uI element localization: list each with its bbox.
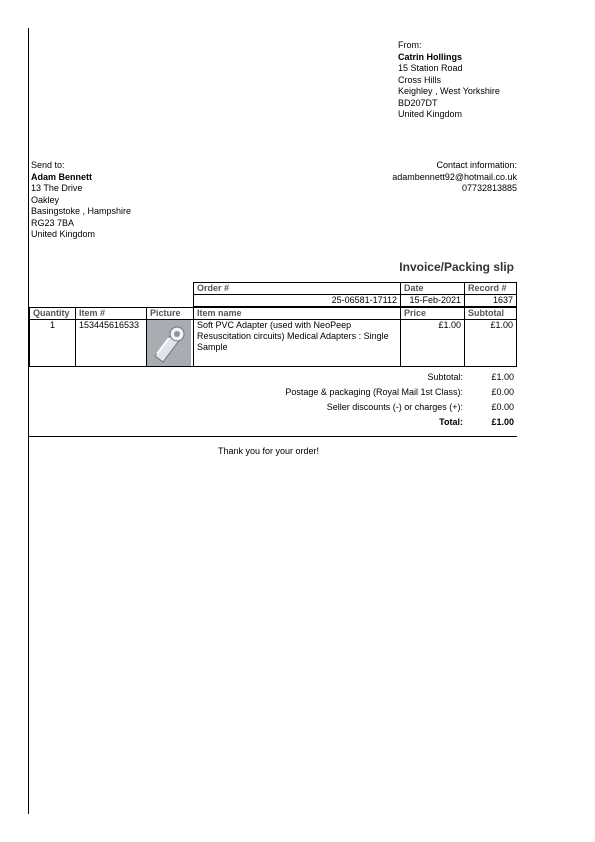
total-value: £1.00	[491, 417, 514, 427]
contact-phone: 07732813885	[461, 183, 517, 193]
discounts-row	[29, 400, 517, 415]
from-line: 15 Station Road	[398, 63, 463, 73]
send-to-label: Send to:	[31, 160, 65, 170]
thank-you-message: Thank you for your order!	[218, 446, 320, 456]
price-header: Price	[401, 308, 465, 320]
total-label: Total:	[439, 417, 463, 427]
item-name-cell: Soft PVC Adapter (used with NeoPeep Resuscitation circuits) Medical Adapters : Single Sample	[194, 320, 401, 367]
order-number-value: 25-06581-17112	[194, 295, 401, 307]
item-number-cell: 153445616533	[76, 320, 147, 367]
send-to-line: 13 The Drive	[31, 183, 83, 193]
subtotal-cell: £1.00	[465, 320, 517, 367]
order-info-table	[193, 282, 517, 307]
discounts-label: Seller discounts (-) or charges (+):	[326, 402, 463, 412]
discounts-value: £0.00	[491, 402, 514, 412]
subtotal-header: Subtotal	[465, 308, 517, 320]
date-header: Date	[401, 283, 465, 295]
send-to-name: Adam Bennett	[31, 171, 93, 182]
from-line: BD207DT	[398, 97, 438, 108]
items-table	[29, 307, 517, 367]
send-to-line: Oakley	[31, 194, 60, 205]
postage-value: £0.00	[491, 387, 514, 397]
send-to-line: United Kingdom	[31, 229, 96, 239]
quantity-header: Quantity	[30, 308, 76, 320]
postage-label: Postage & packaging (Royal Mail 1st Class):	[285, 387, 463, 397]
table-row	[30, 320, 517, 367]
record-number-header: Record #	[465, 283, 517, 295]
contact-information	[392, 160, 517, 195]
from-line: Cross Hills	[398, 74, 442, 85]
picture-cell	[147, 320, 194, 367]
send-to-address	[31, 160, 131, 241]
picture-header: Picture	[147, 308, 194, 320]
subtotal-value: £1.00	[491, 372, 514, 382]
postage-row	[29, 385, 517, 400]
document-title: Invoice/Packing slip	[399, 260, 514, 274]
totals-divider	[29, 436, 517, 437]
send-to-line: Basingstoke , Hampshire	[31, 206, 132, 216]
subtotal-label: Subtotal:	[427, 372, 463, 382]
from-label: From:	[398, 40, 422, 50]
total-row	[29, 415, 517, 430]
product-thumbnail	[147, 320, 191, 366]
item-name-header: Item name	[194, 308, 401, 320]
quantity-cell: 1	[30, 320, 76, 367]
order-number-header: Order #	[194, 283, 401, 295]
item-number-header: Item #	[76, 308, 147, 320]
totals-section	[29, 370, 517, 430]
subtotal-row	[29, 370, 517, 385]
from-line: United Kingdom	[398, 109, 463, 119]
adapter-image-icon	[147, 320, 191, 366]
from-name: Catrin Hollings	[398, 51, 463, 62]
from-address	[398, 40, 500, 121]
date-value: 15-Feb-2021	[401, 295, 465, 307]
send-to-line: RG23 7BA	[31, 217, 75, 228]
price-cell: £1.00	[401, 320, 465, 367]
contact-label: Contact information:	[436, 160, 517, 170]
contact-email: adambennett92@hotmail.co.uk	[392, 171, 517, 182]
from-line: Keighley , West Yorkshire	[398, 86, 500, 96]
record-number-value: 1637	[465, 295, 517, 307]
